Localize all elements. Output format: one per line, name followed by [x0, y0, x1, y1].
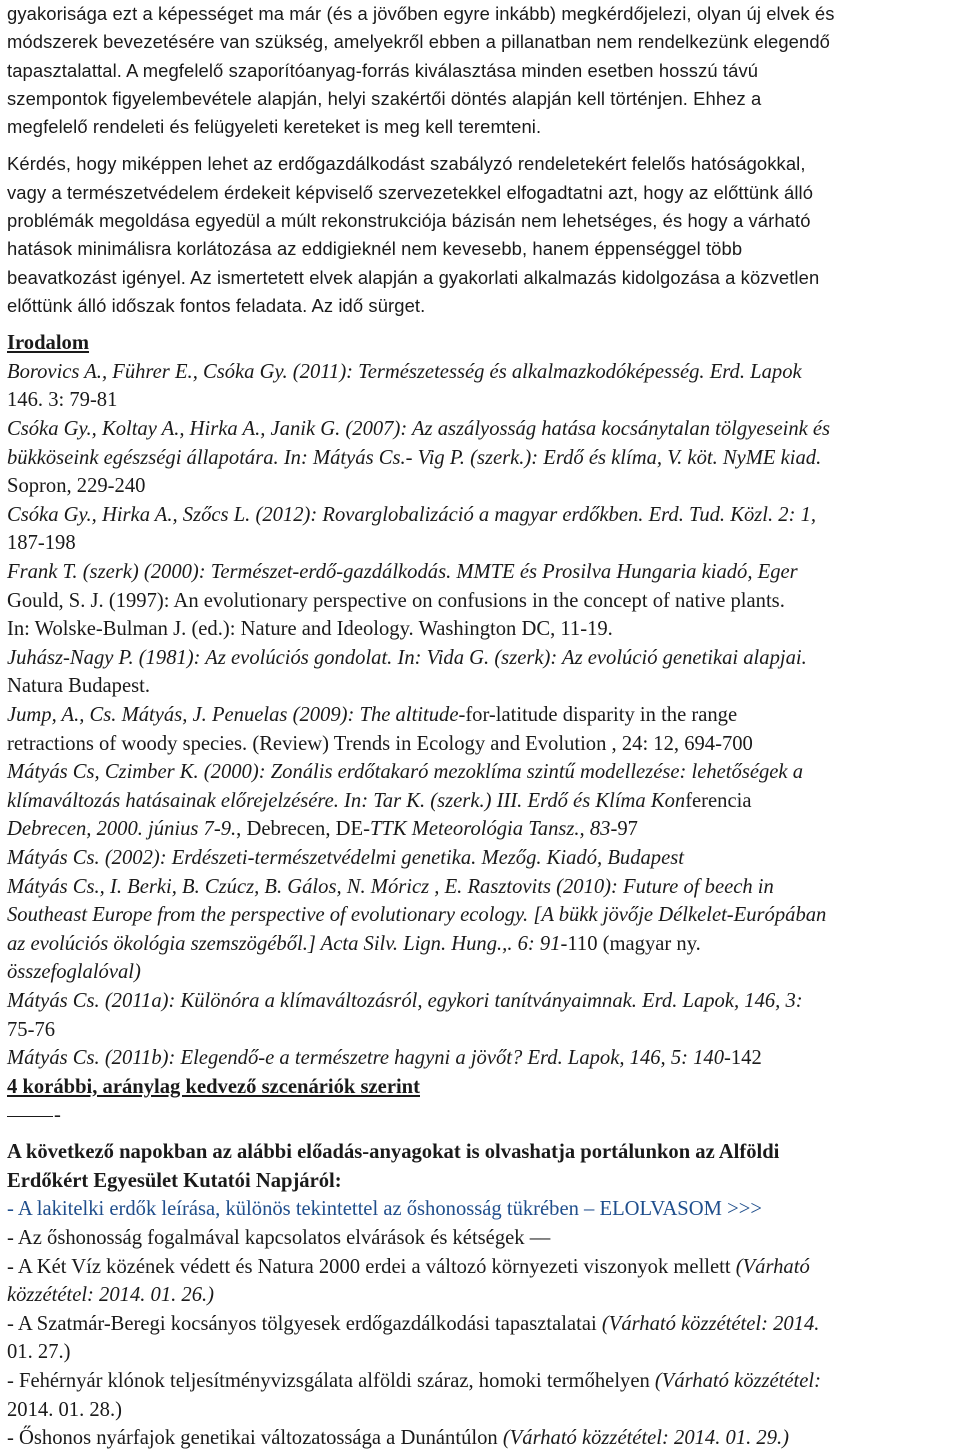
plain-text: In: Wolske-Bulman J. (ed.): Nature and Ideology. Washington DC, 11-19.	[7, 618, 613, 641]
text-line: szempontok figyelembevétele alapján, helyi szakértői döntés alapján kell történjen. Ehhez a	[7, 87, 762, 109]
text-line	[7, 415, 957, 444]
separator-rule	[7, 1116, 53, 1117]
italic-text: (Várható	[735, 1255, 810, 1278]
plain-text: 2014. 01. 28.)	[7, 1398, 122, 1421]
italic-text: Jump, A., Cs. Mátyás, J. Penuelas (2009): The altitude	[7, 703, 459, 726]
italic-text: összefoglalóval)	[7, 961, 141, 984]
text-line	[7, 358, 957, 387]
text-line	[7, 1224, 957, 1253]
plain-text: ferencia	[685, 789, 752, 812]
upcoming-item	[7, 1424, 957, 1453]
text-line	[7, 930, 957, 959]
upcoming-list	[7, 1224, 957, 1453]
italic-text: az evolúciós ökológia szemszögéből.] Acta Silv. Lign. Hung.,. 6: 91-	[7, 932, 568, 955]
text-line: problémák megoldása egyedül a múlt rekonstrukciója bázisán nem lehetséges, és hogy a várható	[7, 210, 811, 232]
text-line: beavatkozást igényel. Az ismertetett elvek alapján a gyakorlati alkalmazás kidolgozása a közvetlen	[7, 266, 820, 288]
text-line	[7, 1367, 957, 1396]
text-line	[7, 1310, 957, 1339]
italic-text: Juhász-Nagy P. (1981): Az evolúciós gondolat. In: Vida G. (szerk): Az evolúció genetikai alapjai.	[7, 646, 807, 669]
text-line	[7, 558, 957, 587]
text-line	[7, 1424, 957, 1453]
text-line: tapasztalattal. A megfelelő szaporítóanyag-forrás kiválasztása minden esetben hosszú távú	[7, 59, 759, 81]
references-heading: Irodalom	[7, 332, 90, 355]
text-line	[7, 444, 957, 473]
document-page	[7, 0, 957, 1453]
separator-tail: -	[54, 1104, 61, 1127]
text-line	[7, 1016, 957, 1045]
text-line	[7, 987, 957, 1016]
upcoming-item	[7, 1224, 957, 1253]
upcoming-item	[7, 1310, 957, 1367]
upcoming-item	[7, 1367, 957, 1424]
text-line: Kérdés, hogy miképpen lehet az erdőgazdálkodást szabályzó rendeletekért felelős hatóságokkal,	[7, 153, 806, 175]
text-line	[7, 529, 957, 558]
text-line	[7, 1253, 957, 1282]
plain-text: 97	[617, 818, 638, 841]
italic-text: Debrecen, 2000. június 7-9.	[7, 818, 237, 841]
text-line	[7, 1281, 957, 1310]
text-line: előttünk álló időszak fontos feladata. Az idő sürget.	[7, 294, 426, 316]
plain-text: -142	[724, 1047, 762, 1070]
italic-text: TTK Meteorológia Tansz., 83-	[369, 818, 618, 841]
italic-text: Southeast Europe from the perspective of evolutionary ecology. [A bükk jövője Délkelet-Európában	[7, 904, 827, 927]
upcoming-item	[7, 1253, 957, 1310]
italic-text: bükköseink egészségi állapotára. In: Mátyás Cs.- Vig P. (szerk.): Erdő és klíma, V. köt. NyME kiad.	[7, 446, 822, 469]
text-line	[7, 815, 957, 844]
text-line	[7, 873, 957, 902]
italic-text: közzététel: 2014. 01. 26.)	[7, 1284, 215, 1307]
text-line	[7, 644, 957, 673]
italic-text: Borovics A., Führer E., Csóka Gy. (2011): Természetesség és alkalmazkodóképesség. Erd. Lapok	[7, 360, 802, 383]
italic-text: Mátyás Cs, Czimber K. (2000): Zonális erdőtakaró mezoklíma szintű modellezése: lehetőségek a	[7, 761, 803, 784]
italic-text: Frank T. (szerk) (2000): Természet-erdő-gazdálkodás. MMTE és Prosilva Hungaria kiadó, Eger	[7, 561, 798, 584]
plain-text: 187-198	[7, 532, 76, 555]
plain-text: -for-latitude disparity in the range	[458, 703, 738, 726]
separator-line	[7, 1101, 957, 1129]
text-line	[7, 1338, 957, 1367]
plain-text: 110 (magyar ny.	[567, 932, 701, 955]
text-line	[7, 501, 957, 530]
plain-text: Sopron, 229-240	[7, 475, 146, 498]
italic-text: Mátyás Cs., I. Berki, B. Czúcz, B. Gálos, N. Móricz , E. Rasztovits (2010): Future of beech in	[7, 875, 774, 898]
text-line	[7, 1044, 957, 1073]
text-line	[7, 958, 957, 987]
text-line	[7, 758, 957, 787]
plain-text: 75-76	[7, 1018, 56, 1041]
text-line	[7, 672, 957, 701]
text-line: hatások minimálisra korlátozása az eddigieknél nem kevesebb, hanem éppenséggel több	[7, 238, 743, 260]
italic-text: Mátyás Cs. (2002): Erdészeti-természetvédelmi genetika. Mezőg. Kiadó, Budapest	[7, 846, 684, 869]
text-line	[7, 1396, 957, 1425]
more-title	[7, 1138, 957, 1195]
references-list	[7, 358, 957, 1073]
paragraph-gap	[7, 141, 957, 150]
question-paragraph	[7, 150, 957, 320]
plain-text: - Fehérnyár klónok teljesítményvizsgálata alföldi száraz, homoki termőhelyen	[7, 1370, 655, 1393]
text-line	[7, 787, 957, 816]
plain-text: - A Két Víz közének védett és Natura 2000 erdei a változó környezeti viszonyok mellett	[7, 1255, 736, 1278]
italic-text: Mátyás Cs. (2011b): Elegendő-e a természetre hagyni a jövőt? Erd. Lapok, 146, 5: 140	[7, 1047, 725, 1070]
text-line	[7, 844, 957, 873]
text-line: megfelelő rendeleti és felügyeleti kereteket is meg kell teremteni.	[7, 116, 542, 138]
plain-text: - Őshonos nyárfajok genetikai változatossága a Dunántúlon	[7, 1427, 503, 1450]
plain-text: - A Szatmár-Beregi kocsányos tölgyesek erdőgazdálkodási tapasztalatai	[7, 1312, 602, 1335]
text-line	[7, 730, 957, 759]
text-line: gyakorisága ezt a képességet ma már (és a jövőben egyre inkább) megkérdőjelezi, olyan új elvek és	[7, 3, 835, 24]
italic-text: klímaváltozás hatásainak előrejelzésére. In: Tar K. (szerk.) III. Erdő és Klíma Kon	[7, 789, 686, 812]
italic-text: (Várható közzététel:	[654, 1370, 821, 1393]
plain-text: , Debrecen, DE-	[236, 818, 370, 841]
text-line	[7, 901, 957, 930]
italic-text: Mátyás Cs. (2011a): Különóra a klímaváltozásról, egykori tanítványaimnak. Erd. Lapok, 146, 3:	[7, 989, 803, 1012]
intro-paragraph	[7, 0, 957, 141]
paragraph-gap	[7, 1129, 957, 1138]
more-title-line: A következő napokban az alábbi előadás-anyagokat is olvashatja portálunkon az Alföldi	[7, 1141, 780, 1164]
italic-text: Csóka Gy., Hirka A., Szőcs L. (2012): Rovarglobalizáció a magyar erdőkben. Erd. Tud. Közl. 2: 1,	[7, 503, 817, 526]
more-section	[7, 1138, 957, 1453]
text-line: módszerek bevezetésére van szükség, amelyekről ebben a pillanatban nem rendelkezünk elegendő	[7, 31, 830, 53]
paragraph-gap	[7, 320, 957, 329]
text-line	[7, 472, 957, 501]
plain-text: 01. 27.)	[7, 1341, 71, 1364]
read-more-link[interactable]: - A lakitelki erdők leírása, különös tekintettel az őshonosság tükrében – ELOLVASOM >>>	[7, 1198, 762, 1221]
text-line	[7, 615, 957, 644]
more-title-line: Erdőkért Egyesület Kutatói Napjáról:	[7, 1169, 342, 1192]
text-line	[7, 386, 957, 415]
plain-text: Natura Budapest.	[7, 675, 150, 698]
italic-text: Csóka Gy., Koltay A., Hirka A., Janik G. (2007): Az aszályosság hatása kocsánytalan tölgyeseink és	[7, 418, 831, 441]
italic-text: (Várható közzététel: 2014.	[601, 1312, 820, 1335]
italic-text: (Várható közzététel: 2014. 01. 29.)	[502, 1427, 790, 1450]
text-line: vagy a természetvédelem érdekeit képviselő szervezetekkel elfogadtatni azt, hogy az előttünk álló	[7, 181, 814, 203]
references-section	[7, 329, 957, 1129]
text-line	[7, 587, 957, 616]
plain-text: 146. 3: 79-81	[7, 389, 118, 412]
text-line	[7, 701, 957, 730]
plain-text: retractions of woody species. (Review) Trends in Ecology and Evolution , 24: 12, 694-700	[7, 732, 753, 755]
scenario-subheading: 4 korábbi, aránylag kedvező szcenáriók szerint	[7, 1075, 420, 1098]
plain-text: - Az őshonosság fogalmával kapcsolatos elvárások és kétségek ––	[7, 1227, 551, 1250]
plain-text: Gould, S. J. (1997): An evolutionary perspective on confusions in the concept of native plants.	[7, 589, 785, 612]
